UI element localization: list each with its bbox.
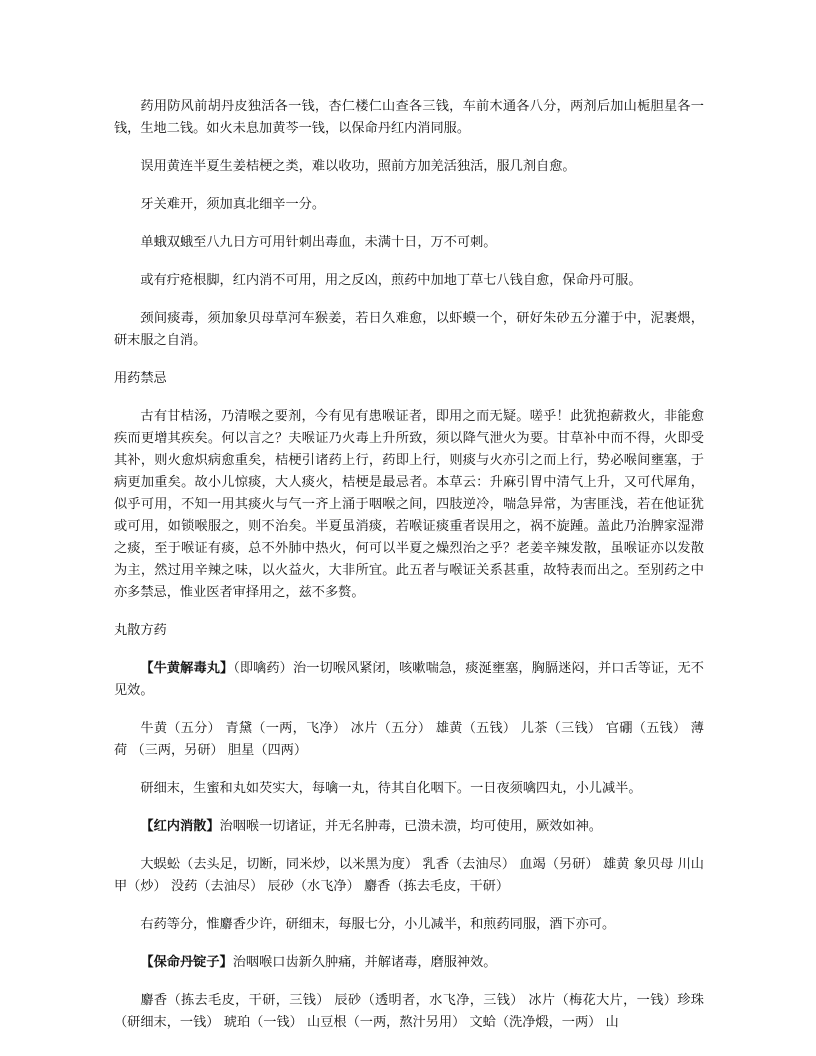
paragraph-lockjaw: 牙关难开，须加真北细辛一分。	[140, 197, 326, 212]
prescription-baomingdan-ingredients: 麝香（拣去毛皮，干研，三钱） 辰砂（透明者，水飞净，三钱） 冰片（梅花大片，一钱）珍珠（研细末，一钱） 琥珀（一钱） 山豆根（一两，熬汁另用） 文蛤（洗净煅，一两） 山	[114, 993, 704, 1030]
prescription-hongneixiao-intro	[114, 816, 704, 838]
prescription-name: 【红内消散】	[140, 819, 220, 834]
prescription-description: 治咽喉口齿新久肿痛，并解诸毒，磨服神效。	[232, 955, 497, 970]
paragraph-tonsil-puncture: 单蛾双蛾至八九日方可用针刺出毒血，未满十日，万不可刺。	[140, 235, 497, 250]
section-heading-contraindications: 用药禁忌	[114, 371, 167, 386]
paragraph-boil-root: 或有疔疮根脚，红内消不可用，用之反凶，煎药中加地丁草七八钱自愈，保命丹可服。	[140, 273, 642, 288]
paragraph-contraindications: 古有甘桔汤，乃清喉之要剂，今有见有患喉证者，即用之而无疑。嗟乎！此犹抱薪救火，非能愈疾而更增其疾矣。何以言之？夫喉证乃火毒上升所致，须以降气泄火为要。甘草补中而不得，火即受其补，则火愈炽病愈重矣，桔梗引诸药上行，药即上行，则痰与火亦引之而上行，势必喉间壅塞，于病更加重矣。故小儿惊痰，大人痰火，桔梗是最忌者。本草云：升麻引胃中清气上升，又可代犀角，似乎可用，不知一用其痰火与气一齐上涌于咽喉之间，四肢逆冷，喘急异常，为害匪浅，若在他证犹或可用，如锁喉服之，则不治矣。半夏虽消痰，若喉证痰重者误用之，祸不旋踵。盖此乃治脾家湿滞之痰，至于喉证有痰，总不外肺中热火，何可以半夏之燥烈治之乎？老姜辛辣发散，虽喉证亦以发散为主，然过用辛辣之味，以火益火，大非所宜。此五者与喉证关系甚重，故特表而出之。至别药之中亦多禁忌，惟业医者审择用之，兹不多赘。	[114, 409, 704, 600]
prescription-niuhuang-ingredients: 牛黄（五分） 青黛（一两，飞净） 冰片（五分） 雄黄（五钱） 儿茶（三钱） 官硼（五钱） 薄荷 （三两，另研） 胆星（四两）	[114, 721, 704, 758]
prescription-name: 【牛黄解毒丸】	[140, 661, 234, 676]
paragraph-misuse-correction: 误用黄连半夏生姜桔梗之类，难以收功，照前方加羌活独活，服几剂自愈。	[140, 159, 576, 174]
prescription-niuhuang-method: 研细末，生蜜和丸如芡实大，每噙一丸，待其自化咽下。一日夜须噙四丸，小儿减半。	[140, 781, 642, 796]
prescription-description: （即噙药）治一切喉风紧闭，咳嗽喘急，痰涎壅塞，胸膈迷闷，并口舌等证，无不见效。	[114, 661, 704, 698]
prescription-baomingdan-intro	[114, 952, 704, 974]
document-page	[114, 96, 704, 1050]
prescription-niuhuang-intro	[114, 658, 704, 702]
paragraph-neck-phlegm: 颈间痰毒，须加象贝母草河车猴姜，若日久难愈，以虾蟆一个，研好朱砂五分灌于中，泥裹煨，研末服之自消。	[114, 311, 704, 348]
prescription-name: 【保命丹锭子】	[140, 955, 233, 970]
section-heading-pills-powders: 丸散方药	[114, 623, 167, 638]
paragraph-prescription-dosage: 药用防风前胡丹皮独活各一钱，杏仁楼仁山查各三钱，车前木通各八分，两剂后加山栀胆星各一钱，生地二钱。如火未息加黄芩一钱，以保命丹红内消同服。	[114, 99, 704, 136]
prescription-description: 治咽喉一切诸证，并无名肿毒，已溃未溃，均可使用，厥效如神。	[219, 819, 602, 834]
prescription-hongneixiao-method: 右药等分，惟麝香少许，研细末，每服七分，小儿减半，和煎药同服，酒下亦可。	[140, 917, 616, 932]
prescription-hongneixiao-ingredients: 大蜈蚣（去头足，切断，同米炒，以米黑为度） 乳香（去油尽） 血竭（另研） 雄黄 象贝母 川山甲（炒） 没药（去油尽） 辰砂（水飞净） 麝香（拣去毛皮，干研）	[114, 857, 704, 894]
